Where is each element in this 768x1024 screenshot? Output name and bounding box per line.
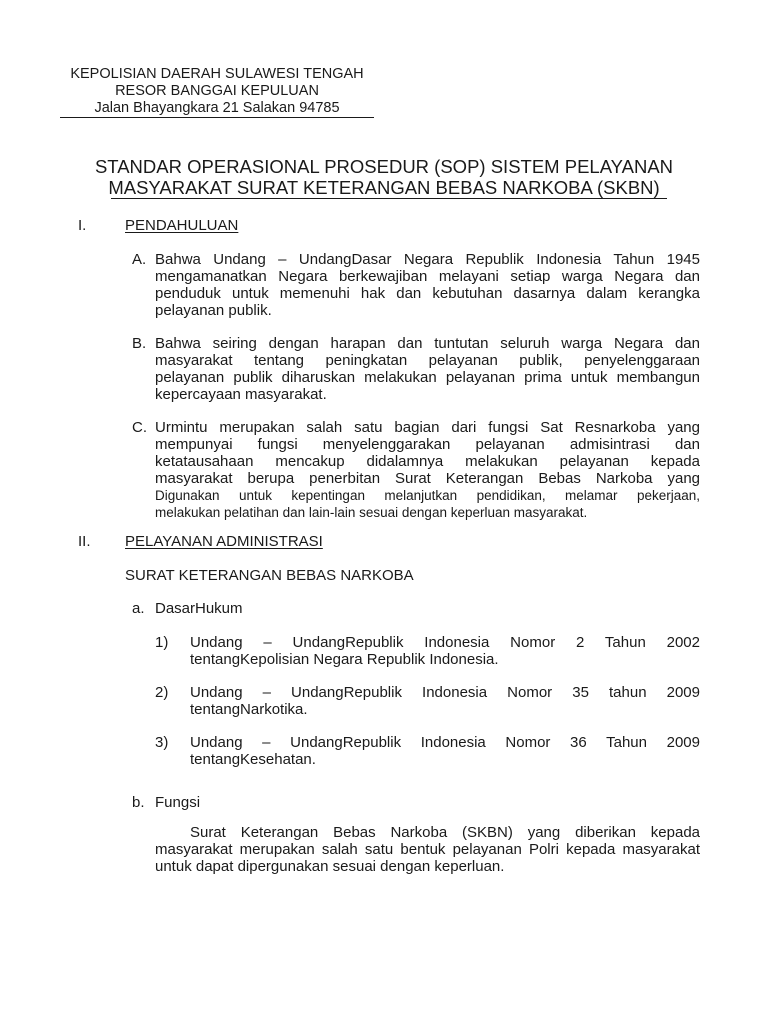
part-b-label: Fungsi bbox=[155, 794, 201, 811]
letterhead-rule bbox=[60, 117, 374, 118]
law-2-marker: 2) bbox=[155, 684, 169, 701]
letterhead-line-2: RESOR BANGGAI KEPULUAN bbox=[115, 83, 319, 99]
item-c-marker: C. bbox=[132, 419, 147, 436]
title-rule bbox=[111, 198, 667, 199]
function-line-2: masyarakat merupakan salah satu bentuk pelayanan Polri kepada masyarakat bbox=[155, 841, 700, 858]
law-1-text bbox=[190, 634, 700, 668]
section-1-numeral: I. bbox=[78, 217, 87, 234]
document-title bbox=[60, 156, 708, 198]
item-b-paragraph bbox=[155, 335, 700, 403]
law-3-marker: 3) bbox=[155, 734, 169, 751]
section-2-subheading: SURAT KETERANGAN BEBAS NARKOBA bbox=[125, 567, 414, 584]
item-c-line-4: masyarakat berupa penerbitan Surat Keterangan Bebas Narkoba yang bbox=[155, 470, 700, 487]
item-b-marker: B. bbox=[132, 335, 147, 352]
letterhead bbox=[60, 66, 374, 117]
letterhead-line-1: KEPOLISIAN DAERAH SULAWESI TENGAH bbox=[70, 66, 364, 82]
part-a-marker: a. bbox=[132, 600, 145, 617]
law-1-marker: 1) bbox=[155, 634, 169, 651]
law-1-line-1: Undang – UndangRepublik Indonesia Nomor 2 Tahun 2002 bbox=[190, 634, 700, 651]
section-2-heading: PELAYANAN ADMINISTRASI bbox=[125, 533, 323, 550]
part-a-label: DasarHukum bbox=[155, 600, 243, 617]
item-b-line-3: pelayanan publik diharuskan melakukan pelayanan prima untuk membangun bbox=[155, 369, 700, 386]
law-3-line-1: Undang – UndangRepublik Indonesia Nomor 36 Tahun 2009 bbox=[190, 734, 700, 751]
law-2-text bbox=[190, 684, 700, 718]
item-a-line-1: Bahwa Undang – UndangDasar Negara Republik Indonesia Tahun 1945 bbox=[155, 251, 700, 268]
item-a-marker: A. bbox=[132, 251, 147, 268]
item-c-line-1: Urmintu merupakan salah satu bagian dari fungsi Sat Resnarkoba yang bbox=[155, 419, 700, 436]
item-c-line-2: mempunyai fungsi menyelenggarakan pelayanan admisintrasi dan bbox=[155, 436, 700, 453]
item-a-line-2: mengamanatkan Negara berkewajiban melayani setiap warga Negara dan bbox=[155, 268, 700, 285]
law-3-text bbox=[190, 734, 700, 768]
function-line-3: untuk dapat dipergunakan sesuai dengan keperluan. bbox=[155, 858, 505, 875]
item-c-line-3: ketatausahaan mencakup didalamnya melakukan pelayanan kepada bbox=[155, 453, 700, 470]
item-a-paragraph bbox=[155, 251, 700, 319]
section-2-numeral: II. bbox=[78, 533, 91, 550]
item-a-line-4: pelayanan publik. bbox=[155, 302, 272, 319]
item-b-line-2: masyarakat tentang peningkatan pelayanan publik, penyelenggaraan bbox=[155, 352, 700, 369]
law-2-line-1: Undang – UndangRepublik Indonesia Nomor 35 tahun 2009 bbox=[190, 684, 700, 701]
letterhead-line-3: Jalan Bhayangkara 21 Salakan 94785 bbox=[94, 100, 340, 116]
law-3-line-2: tentangKesehatan. bbox=[190, 751, 316, 768]
function-paragraph bbox=[155, 824, 700, 875]
title-line-2: MASYARAKAT SURAT KETERANGAN BEBAS NARKOBA (SKBN) bbox=[108, 177, 660, 198]
item-b-line-1: Bahwa seiring dengan harapan dan tuntutan seluruh warga Negara dan bbox=[155, 335, 700, 352]
section-1-heading: PENDAHULUAN bbox=[125, 217, 239, 234]
title-line-1: STANDAR OPERASIONAL PROSEDUR (SOP) SISTEM PELAYANAN bbox=[94, 156, 674, 177]
part-b-marker: b. bbox=[132, 794, 145, 811]
item-c-line-5: Digunakan untuk kepentingan melanjutkan pendidikan, melamar pekerjaan, bbox=[155, 488, 700, 503]
item-c-paragraph bbox=[155, 419, 700, 521]
function-line-1: Surat Keterangan Bebas Narkoba (SKBN) yang diberikan kepada bbox=[190, 824, 700, 841]
item-a-line-3: penduduk untuk memenuhi hak dan kebutuhan dasarnya dalam kerangka bbox=[155, 285, 700, 302]
law-1-line-2: tentangKepolisian Negara Republik Indonesia. bbox=[190, 651, 499, 668]
law-2-line-2: tentangNarkotika. bbox=[190, 701, 308, 718]
item-b-line-4: kepercayaan masyarakat. bbox=[155, 386, 327, 403]
item-c-line-6: melakukan pelatihan dan lain-lain sesuai dengan keperluan masyarakat. bbox=[155, 505, 588, 520]
